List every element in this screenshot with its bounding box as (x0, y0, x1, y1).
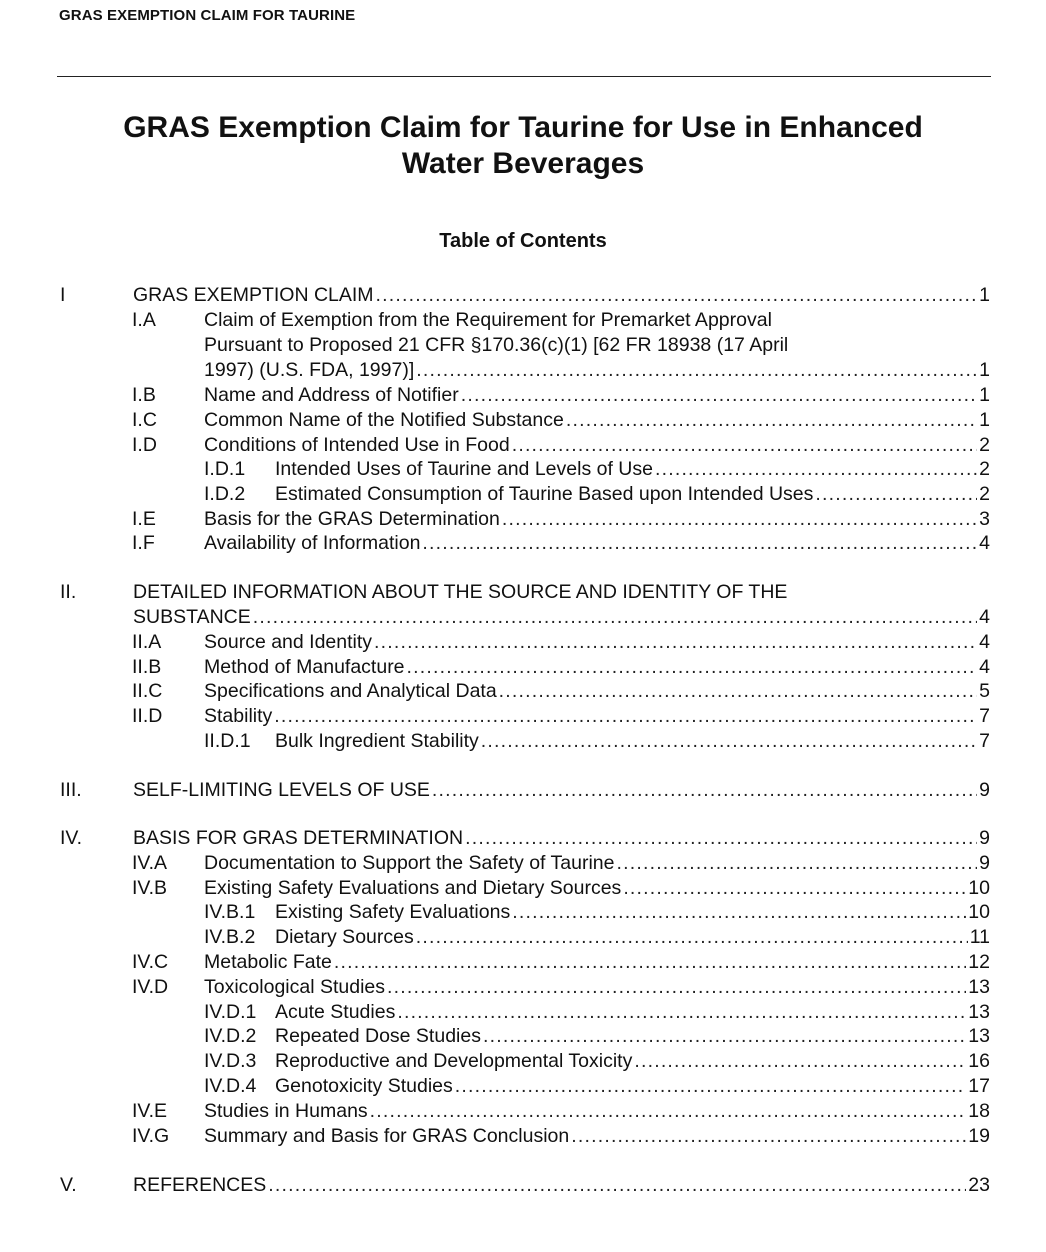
toc-entry-page: 13 (968, 976, 990, 998)
toc-entry[interactable] (204, 457, 990, 482)
toc-entry-number: IV.B.2 (204, 926, 256, 948)
toc-entry-number: IV.E (132, 1100, 168, 1122)
dot-leader (512, 433, 977, 458)
toc-entry-title: Basis for the GRAS Determination (204, 508, 500, 530)
toc-entry-number: IV.D.3 (204, 1050, 257, 1072)
toc-entry-page: 4 (979, 656, 990, 678)
toc-entry[interactable] (204, 729, 990, 754)
toc-entry-title: Genotoxicity Studies (275, 1075, 453, 1097)
dot-leader (374, 630, 977, 655)
toc-entry-number: IV. (60, 827, 83, 849)
toc-entry[interactable] (132, 630, 990, 655)
dot-leader (616, 851, 977, 876)
toc-entry-page: 1 (979, 284, 990, 306)
toc-entry[interactable] (132, 308, 990, 333)
toc-entry-title: Claim of Exemption from the Requirement for Premarket Approval (204, 309, 772, 331)
toc-entry-page: 10 (968, 901, 990, 923)
toc-entry-title: Stability (204, 705, 273, 727)
toc-entry-page: 9 (979, 852, 990, 874)
toc-entry-page: 7 (979, 705, 990, 727)
dot-leader (416, 358, 977, 383)
toc-entry[interactable] (204, 925, 990, 950)
toc-entry-title: Conditions of Intended Use in Food (204, 434, 510, 456)
dot-leader (634, 1049, 966, 1074)
toc-entry-number: I.B (132, 384, 156, 406)
toc-entry-number: I (60, 284, 66, 306)
toc-entry-page: 5 (979, 680, 990, 702)
dot-leader (623, 876, 966, 901)
toc-entry-number: I.D (132, 434, 157, 456)
dot-leader (387, 975, 966, 1000)
toc-entry-title: Repeated Dose Studies (275, 1025, 481, 1047)
toc-entry-page: 4 (979, 532, 990, 554)
toc-entry-number: I.D.2 (204, 483, 246, 505)
toc-entry[interactable] (60, 778, 990, 803)
toc-entry-number: II.D (132, 705, 163, 727)
toc-entry-number: II. (60, 581, 77, 603)
dot-leader (499, 679, 977, 704)
toc-entry-number: II.B (132, 656, 162, 678)
toc-entry-number: IV.B (132, 877, 168, 899)
toc-entry-page: 4 (979, 606, 990, 628)
toc-entry[interactable] (204, 1049, 990, 1074)
toc-entry-page: 13 (968, 1001, 990, 1023)
toc-entry-page: 10 (968, 877, 990, 899)
document-title-line-1: GRAS Exemption Claim for Taurine for Use in Enhanced (123, 111, 923, 144)
toc-entry-title: BASIS FOR GRAS DETERMINATION (133, 827, 464, 849)
document-title (0, 110, 1046, 182)
toc-entry[interactable] (204, 482, 990, 507)
toc-entry-title: Existing Safety Evaluations and Dietary Sources (204, 877, 622, 899)
toc-entry-title: Acute Studies (275, 1001, 396, 1023)
toc-heading: Table of Contents (439, 230, 607, 252)
toc-entry-title: Intended Uses of Taurine and Levels of Use (275, 458, 653, 480)
toc-entry-title: GRAS EXEMPTION CLAIM (133, 284, 374, 306)
toc-entry-page: 16 (968, 1050, 990, 1072)
toc-entry-title: SUBSTANCE (133, 606, 251, 628)
header-rule (57, 76, 991, 77)
toc-entry-page: 7 (979, 730, 990, 752)
dot-leader (571, 1124, 966, 1149)
toc-entry-page: 1 (979, 359, 990, 381)
dot-leader (397, 1000, 966, 1025)
toc-entry[interactable] (204, 1024, 990, 1049)
dot-leader (376, 283, 978, 308)
toc-entry-title: Pursuant to Proposed 21 CFR §170.36(c)(1) [62 FR 18938 (17 April (204, 334, 789, 356)
toc-entry-number: I.A (132, 309, 156, 331)
dot-leader (274, 704, 977, 729)
toc-entry-number: IV.D.2 (204, 1025, 257, 1047)
dot-leader (268, 1173, 966, 1198)
dot-leader (253, 605, 977, 630)
dot-leader (481, 729, 977, 754)
dot-leader (370, 1099, 967, 1124)
toc-entry[interactable] (132, 1124, 990, 1149)
toc-entry-number: I.E (132, 508, 156, 530)
toc-entry-number: I.D.1 (204, 458, 246, 480)
toc-entry-title: Availability of Information (204, 532, 421, 554)
toc-entry[interactable] (132, 507, 990, 532)
toc-entry-number: IV.D.1 (204, 1001, 257, 1023)
toc-entry-title: DETAILED INFORMATION ABOUT THE SOURCE AND IDENTITY OF THE (133, 581, 788, 603)
toc-entry-number: IV.B.1 (204, 901, 256, 923)
toc-entry-page: 17 (968, 1075, 990, 1097)
toc-entry-title: Reproductive and Developmental Toxicity (275, 1050, 633, 1072)
toc-entry-number: V. (60, 1174, 77, 1196)
toc-entry[interactable] (132, 408, 990, 433)
toc-entry-continuation[interactable] (60, 605, 990, 630)
dot-leader (334, 950, 966, 975)
toc-entry-title: Common Name of the Notified Substance (204, 409, 564, 431)
toc-entry[interactable] (60, 283, 990, 308)
toc-entry[interactable] (132, 679, 990, 704)
toc-entry-title: Dietary Sources (275, 926, 414, 948)
toc-entry-title: Estimated Consumption of Taurine Based upon Intended Uses (275, 483, 814, 505)
dot-leader (432, 778, 977, 803)
toc-entry-number: II.A (132, 631, 162, 653)
toc-entry-page: 4 (979, 631, 990, 653)
toc-entry[interactable] (60, 1173, 990, 1198)
toc-entry-page: 11 (969, 926, 990, 948)
toc-entry[interactable] (132, 950, 990, 975)
toc-entry[interactable] (204, 1074, 990, 1099)
toc-entry-title: Name and Address of Notifier (204, 384, 459, 406)
toc-entry[interactable] (132, 531, 990, 556)
toc-entry-page: 9 (979, 827, 990, 849)
toc-entry-title: Documentation to Support the Safety of Taurine (204, 852, 615, 874)
toc-entry[interactable] (60, 826, 990, 851)
toc-entry[interactable] (60, 580, 990, 605)
toc-entry-page: 12 (968, 951, 990, 973)
dot-leader (815, 482, 977, 507)
toc-entry-title: Source and Identity (204, 631, 373, 653)
toc-entry-title: Metabolic Fate (204, 951, 332, 973)
toc-entry-number: II.C (132, 680, 163, 702)
toc-entry-title: Bulk Ingredient Stability (275, 730, 479, 752)
toc-entry-page: 19 (968, 1125, 990, 1147)
toc-entry-page: 1 (979, 384, 990, 406)
toc-entry-continuation (132, 333, 990, 358)
dot-leader (416, 925, 968, 950)
running-header: GRAS EXEMPTION CLAIM FOR TAURINE (59, 7, 356, 24)
dot-leader (461, 383, 977, 408)
toc-entry-number: IV.D (132, 976, 169, 998)
toc-entry-number: I.F (132, 532, 155, 554)
toc-entry-number: IV.A (132, 852, 168, 874)
toc-entry-page: 2 (979, 483, 990, 505)
toc-entry-number: IV.C (132, 951, 169, 973)
toc-entry-title: SELF-LIMITING LEVELS OF USE (133, 779, 430, 801)
toc-entry[interactable] (132, 655, 990, 680)
toc-entry[interactable] (132, 383, 990, 408)
document-title-line-2: Water Beverages (401, 147, 645, 180)
toc-entry-title: Specifications and Analytical Data (204, 680, 497, 702)
toc-entry-number: I.C (132, 409, 157, 431)
dot-leader (483, 1024, 966, 1049)
toc-entry-page: 13 (968, 1025, 990, 1047)
toc-entry-number: IV.D.4 (204, 1075, 257, 1097)
toc-entry-title: Method of Manufacture (204, 656, 405, 678)
toc-entry-title: Summary and Basis for GRAS Conclusion (204, 1125, 570, 1147)
toc-entry-page: 3 (979, 508, 990, 530)
dot-leader (422, 531, 977, 556)
dot-leader (455, 1074, 967, 1099)
toc-entry[interactable] (132, 851, 990, 876)
toc-entry-number: III. (60, 779, 82, 801)
toc-entry[interactable] (132, 876, 990, 901)
toc-entry-page: 9 (979, 779, 990, 801)
toc-entry[interactable] (204, 1000, 990, 1025)
toc-entry-number: II.D.1 (204, 730, 251, 752)
dot-leader (566, 408, 977, 433)
toc-entry[interactable] (132, 433, 990, 458)
toc-entry-title: Toxicological Studies (204, 976, 386, 998)
toc-entry-page: 2 (979, 458, 990, 480)
dot-leader (655, 457, 977, 482)
dot-leader (512, 900, 966, 925)
toc-entry-continuation[interactable] (132, 358, 990, 383)
toc-entry-title: REFERENCES (133, 1174, 267, 1196)
toc-entry[interactable] (132, 1099, 990, 1124)
toc-entry[interactable] (132, 704, 990, 729)
dot-leader (502, 507, 977, 532)
toc-entry-page: 18 (968, 1100, 990, 1122)
toc-entry-page: 2 (979, 434, 990, 456)
toc-entry-page: 1 (979, 409, 990, 431)
toc-entry-number: IV.G (132, 1125, 170, 1147)
dot-leader (465, 826, 977, 851)
toc-entry[interactable] (204, 900, 990, 925)
dot-leader (407, 655, 978, 680)
toc-entry-title: Existing Safety Evaluations (275, 901, 511, 923)
toc-entry-title: Studies in Humans (204, 1100, 368, 1122)
toc-entry-title: 1997) (U.S. FDA, 1997)] (204, 359, 415, 381)
toc-entry[interactable] (132, 975, 990, 1000)
toc-entry-page: 23 (968, 1174, 990, 1196)
